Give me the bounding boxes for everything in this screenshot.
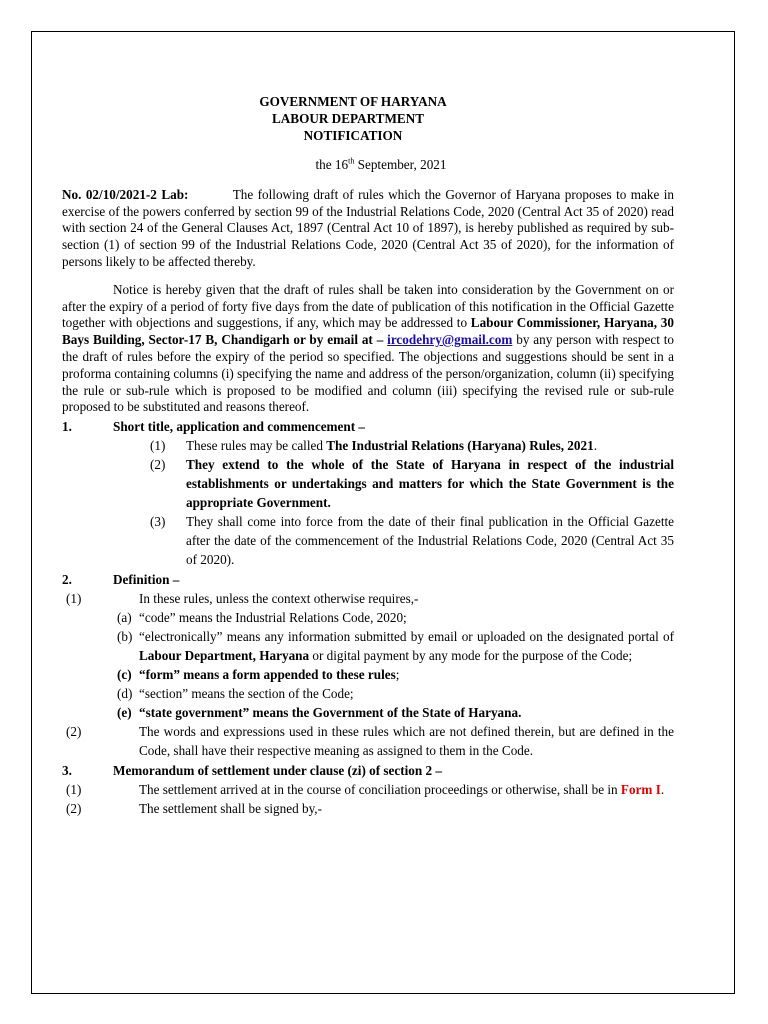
definition-c: (c) “form” means a form appended to these rules; [117,667,400,683]
rule-2-1: (1) In these rules, unless the context otherwise requires,- [66,591,419,607]
section-2-heading: 2. Definition – [62,572,180,588]
document-body [62,93,674,818]
rule-1-1: (1) These rules may be called The Industrial Relations (Haryana) Rules, 2021. [150,438,597,454]
notice-paragraph: Notice is hereby given that the draft of rules shall be taken into consideration by the Government on or after the expiry of a period of forty five days from the date of publication of this notification in the Official Gazette together with objections and suggestions, if any, which may be addressed to Labour Commissioner, Haryana, 30 Bays Building, Sector-17 B, Chandigarh or by email at – ircodehry@gmail.com by any person with respect to the draft of rules before the expiry of the period so specified. The objections and suggestions should be sent in a proforma containing columns (i) specifying the name and address of the person/organization, column (ii) specifying the rule or sub-rule which is proposed to be modified and column (iii) specifying the revised rule or sub-rule proposed to be substituted and reasons thereof. [62,281,674,415]
definition-a: (a) “code” means the Industrial Relations Code, 2020; [117,610,407,626]
notification-number: No. 02/10/2021-2 Lab: [62,186,189,202]
section-3-heading: 3. Memorandum of settlement under clause (zi) of section 2 – [62,763,443,779]
rule-1-2: (2) They extend to the whole of the State of Haryana in respect of the industrial establishments or undertakings and matters for which the State Government is the appropriate Government. [150,457,674,511]
section-1-heading: 1. Short title, application and commencement – [62,419,366,435]
notification-date: the 16th September, 2021 [315,156,447,172]
email-link[interactable]: ircodehry@gmail.com [387,332,513,348]
form-reference: Form I [620,782,661,798]
notification-heading: NOTIFICATION [303,128,403,143]
intro-paragraph: No. 02/10/2021-2 Lab: The following draft of rules which the Governor of Haryana proposes to make in exercise of the powers conferred by section 99 of the Industrial Relations Code, 2020 (Central Act 35 of 2020) read with section 24 of the General Clauses Act, 1897 (Central Act 10 of 1897), is hereby published as required by sub-section (1) of section 99 of the Industrial Relations Code, 2020 (Central Act 35 of 2020), for the information of persons likely to be affected thereby. [62,186,675,269]
definition-e: (e) “state government” means the Government of the State of Haryana. [117,705,522,721]
definition-b: (b) “electronically” means any information submitted by email or uploaded on the designated portal of Labour Department, Haryana or digital payment by any mode for the purpose of the Code; [117,629,674,664]
department-heading: LABOUR DEPARTMENT [271,111,425,126]
rule-2-2: (2) The words and expressions used in these rules which are not defined therein, but are defined in the Code, shall have their respective meaning as assigned to them in the Code. [66,724,674,759]
rule-3-2: (2) The settlement shall be signed by,- [66,801,322,817]
rule-1-3: (3) They shall come into force from the date of their final publication in the Official Gazette after the date of the commencement of the Industrial Relations Code, 2020 (Central Act 35 of 2020). [150,514,674,568]
gov-heading: GOVERNMENT OF HARYANA [259,94,447,109]
rule-3-1: (1) The settlement arrived at in the course of conciliation proceedings or otherwise, shall be in Form I. [66,782,665,798]
address: Labour Commissioner, Haryana, 30 Bays Building, Sector-17 B, Chandigarh or by email at – [62,315,674,348]
definition-d: (d) “section” means the section of the Code; [117,686,354,702]
